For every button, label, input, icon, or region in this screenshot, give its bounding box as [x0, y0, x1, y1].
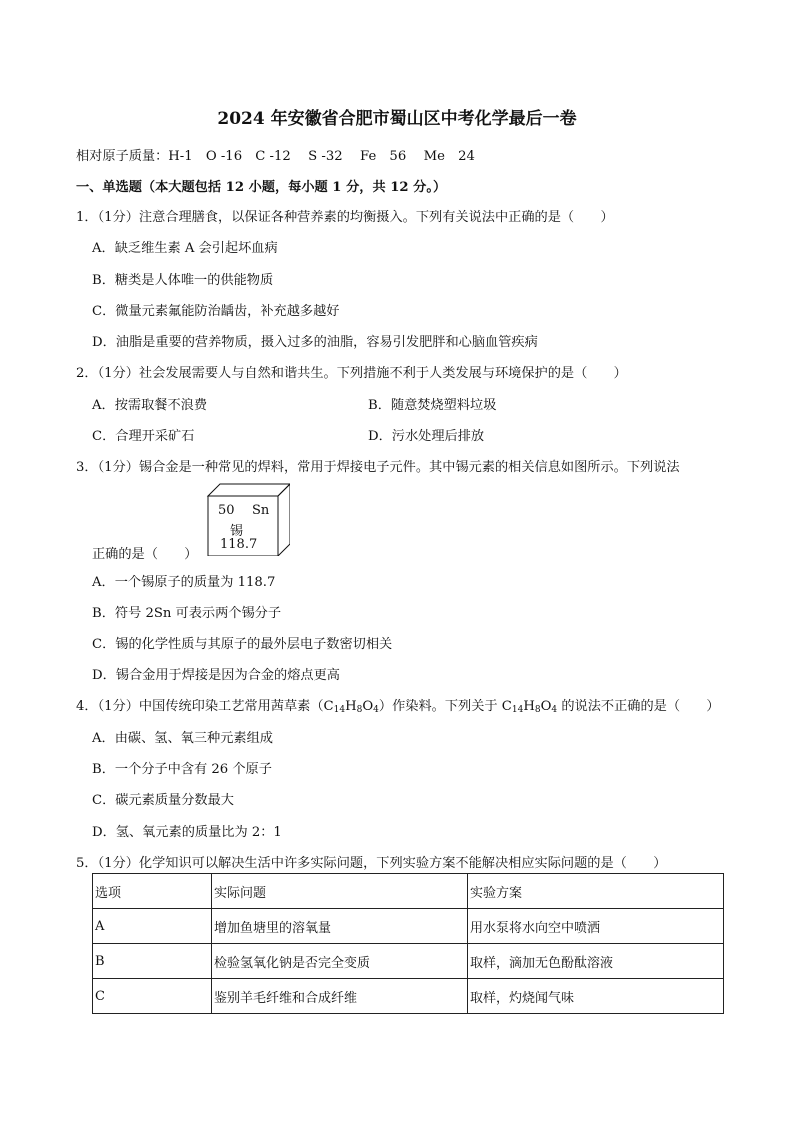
- element-atomic-number: 50: [218, 503, 235, 518]
- question-3-option-c: C．锡的化学性质与其原子的最外层电子数密切相关: [92, 637, 393, 652]
- table-cell: 增加鱼塘里的溶氧量: [212, 909, 468, 944]
- question-3-stem-continued: 正确的是（ ）: [92, 547, 198, 562]
- question-1-stem: 1．（1分）注意合理膳食，以保证各种营养素的均衡摄入。下列有关说法中正确的是（ ）: [76, 210, 614, 225]
- question-4-option-a: A．由碳、氢、氧三种元素组成: [92, 731, 273, 746]
- question-3-option-a: A．一个锡原子的质量为 118.7: [92, 575, 276, 590]
- table-cell: 检验氢氧化钠是否完全变质: [212, 944, 468, 979]
- table-row: [93, 909, 724, 944]
- question-4-option-b: B．一个分子中含有 26 个原子: [92, 762, 272, 777]
- question-4-stem: 4．（1分）中国传统印染工艺常用茜草素$(C_{14}H_8O_4)$作染料。下列关于 $C_{14}H_8O_4$ 的说法不正确的是（ ）: [76, 699, 720, 715]
- table-cell: 取样，灼烧闻气味: [468, 979, 724, 1014]
- question-5-stem: 5．（1分）化学知识可以解决生活中许多实际问题，下列实验方案不能解决相应实际问题的是（ ）: [76, 856, 667, 871]
- question-3-option-d: D．锡合金用于焊接是因为合金的熔点更高: [92, 668, 340, 683]
- question-4-option-d: D．氢、氧元素的质量比为 2：1: [92, 825, 282, 840]
- table-header-row: [93, 874, 724, 909]
- table-row: [93, 979, 724, 1014]
- question-1-option-d: D．油脂是重要的营养物质，摄入过多的油脂，容易引发肥胖和心脑血管疾病: [92, 335, 538, 350]
- tin-element-cube: [206, 482, 290, 556]
- section-heading: 一、单选题（本大题包括 12 小题，每小题 1 分，共 12 分。）: [76, 180, 447, 195]
- page-title: 2024 年安徽省合肥市蜀山区中考化学最后一卷: [217, 109, 577, 129]
- atomic-mass-line: 相对原子质量：H-1 O -16 C -12 S -32 Fe 56 Me 24: [76, 149, 475, 164]
- question-3-stem: 3．（1分）锡合金是一种常见的焊料，常用于焊接电子元件。其中锡元素的相关信息如图所示。下列说法: [76, 460, 680, 475]
- question-3-option-b: B．符号 2Sn 可表示两个锡分子: [92, 606, 282, 621]
- question-5-table: [92, 873, 724, 1014]
- table-cell: C: [93, 979, 212, 1014]
- table-row: [93, 944, 724, 979]
- question-1-option-c: C．微量元素氟能防治龋齿，补充越多越好: [92, 304, 340, 319]
- element-symbol: Sn: [252, 503, 270, 518]
- table-cell: A: [93, 909, 212, 944]
- question-1-option-a: A．缺乏维生素 A 会引起坏血病: [92, 241, 278, 256]
- table-cell: 鉴别羊毛纤维和合成纤维: [212, 979, 468, 1014]
- table-cell: 用水泵将水向空中喷洒: [468, 909, 724, 944]
- element-atomic-mass: 118.7: [220, 537, 258, 552]
- question-1-option-b: B．糖类是人体唯一的供能物质: [92, 273, 274, 288]
- question-2-option-b: B．随意焚烧塑料垃圾: [368, 398, 497, 413]
- element-name: 锡: [230, 524, 244, 539]
- table-cell: 取样，滴加无色酚酞溶液: [468, 944, 724, 979]
- table-header-plan: 实验方案: [468, 874, 724, 909]
- question-4-option-c: C．碳元素质量分数最大: [92, 793, 234, 808]
- question-2-option-d: D．污水处理后排放: [368, 429, 485, 444]
- question-2-option-c: C．合理开采矿石: [92, 429, 195, 444]
- table-header-option: 选项: [93, 874, 212, 909]
- question-2-option-a: A．按需取餐不浪费: [92, 398, 208, 413]
- table-header-problem: 实际问题: [212, 874, 468, 909]
- question-2-stem: 2．（1分）社会发展需要人与自然和谐共生。下列措施不利于人类发展与环境保护的是（ ）: [76, 366, 627, 381]
- table-cell: B: [93, 944, 212, 979]
